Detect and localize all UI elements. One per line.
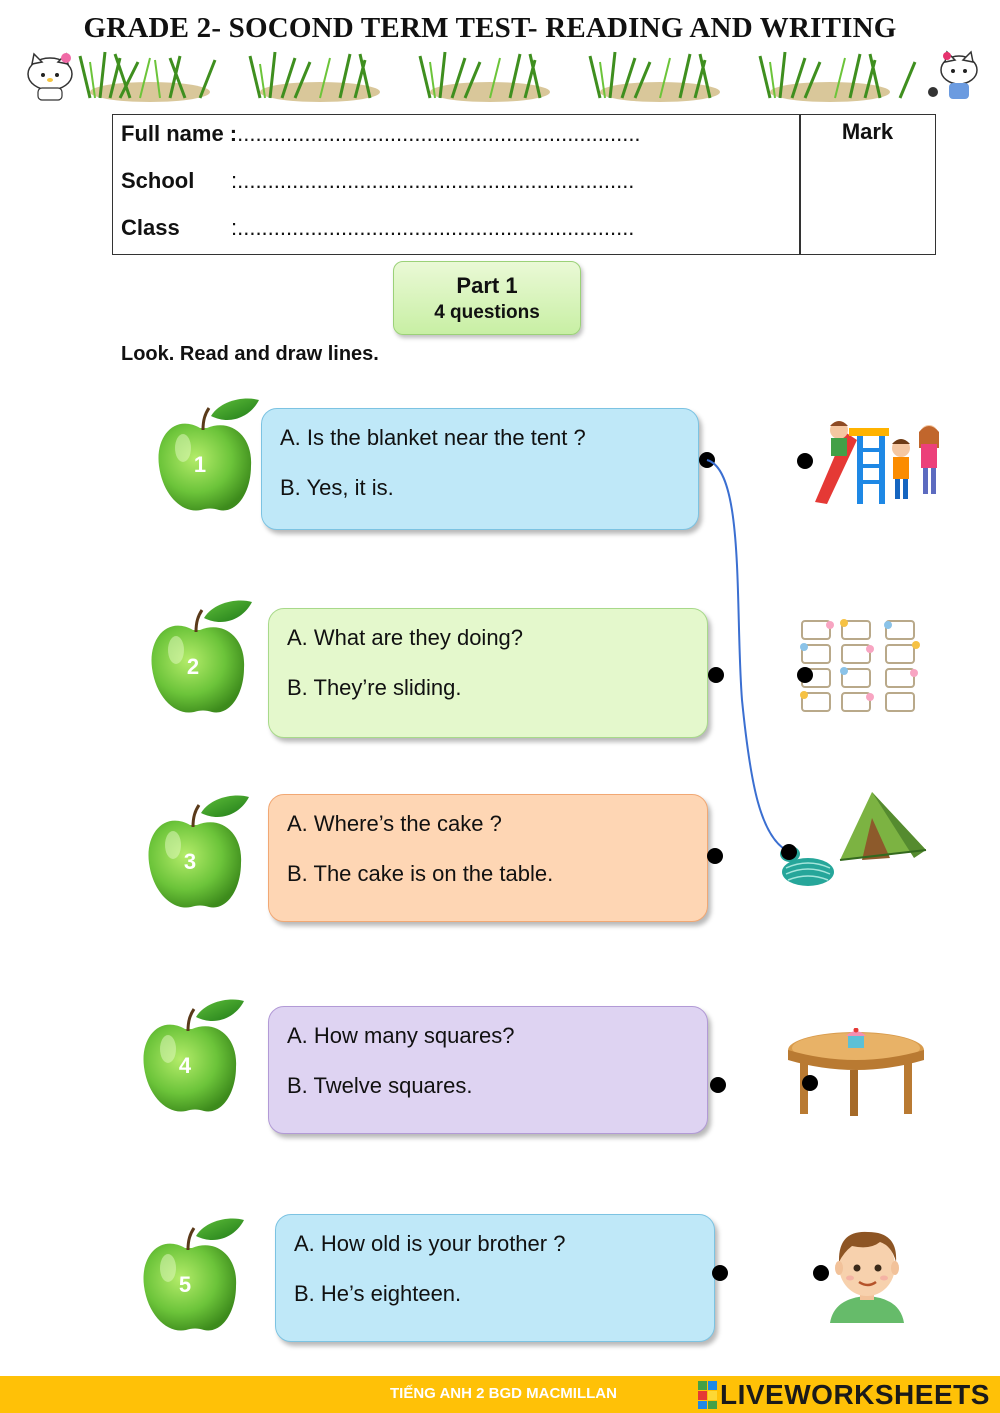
- mark-label: Mark: [841, 119, 894, 144]
- answer-b-text: B. The cake is on the table.: [287, 861, 554, 886]
- slide-kids-picture: [805, 412, 945, 510]
- school-row: [121, 168, 634, 194]
- question-box-3: [268, 794, 708, 922]
- question-number: 2: [186, 654, 200, 679]
- grass-banner-decoration: [20, 48, 990, 104]
- apple-number-1: [155, 396, 265, 516]
- part-title: Part 1: [456, 273, 518, 298]
- question-box-2: [268, 608, 708, 738]
- footer-text: TIẾNG ANH 2 BGD MACMILLAN: [390, 1385, 617, 1402]
- question-box-4: [268, 1006, 708, 1134]
- answer-b-text: B. Yes, it is.: [280, 475, 394, 500]
- apple-number-5: [140, 1216, 250, 1336]
- footer-bar: [0, 1376, 1000, 1413]
- full-name-row: [121, 121, 641, 147]
- boy-picture: [826, 1228, 908, 1323]
- table-cake-picture: [786, 1028, 926, 1120]
- question-a-text: A. What are they doing?: [287, 625, 524, 650]
- answer-b-text: B. They’re sliding.: [287, 675, 462, 700]
- instruction-text: Look. Read and draw lines.: [121, 343, 379, 365]
- full-name-label: Full name :: [121, 121, 238, 146]
- question-1-dot[interactable]: [699, 452, 715, 468]
- school-field[interactable]: :.................................................................: [231, 168, 635, 193]
- question-2-dot[interactable]: [708, 667, 724, 683]
- picture-3-dot[interactable]: [781, 844, 797, 860]
- picture-5-dot[interactable]: [813, 1265, 829, 1281]
- answer-b-text: B. Twelve squares.: [287, 1073, 473, 1098]
- question-box-1: [261, 408, 699, 530]
- part-box: [393, 261, 581, 335]
- question-number: 5: [178, 1272, 192, 1297]
- student-info-table: [112, 114, 936, 255]
- answer-b-text: B. He’s eighteen.: [294, 1281, 462, 1306]
- question-3-dot[interactable]: [707, 848, 723, 864]
- question-number: 3: [183, 849, 197, 874]
- brand-name[interactable]: LIVEWORKSHEETS: [720, 1379, 990, 1410]
- school-label: School: [121, 168, 195, 193]
- question-a-text: A. How many squares?: [287, 1023, 515, 1048]
- class-field[interactable]: :.................................................................: [231, 215, 635, 240]
- picture-2-dot[interactable]: [797, 667, 813, 683]
- apple-number-2: [148, 598, 258, 718]
- hello-kitty-right-decoration: [925, 50, 985, 102]
- question-number: 1: [193, 452, 207, 477]
- class-label: Class: [121, 215, 180, 240]
- question-number: 4: [178, 1053, 192, 1078]
- question-a-text: A. Is the blanket near the tent ?: [280, 425, 586, 450]
- apple-number-4: [140, 997, 250, 1117]
- page-title: GRADE 2- SOCOND TERM TEST- READING AND WRITING: [83, 12, 897, 44]
- part-subtitle: 4 questions: [434, 302, 540, 323]
- tent-blanket-picture: [780, 788, 930, 894]
- picture-1-dot[interactable]: [797, 453, 813, 469]
- hello-kitty-left-decoration: [22, 50, 82, 102]
- question-4-dot[interactable]: [710, 1077, 726, 1093]
- question-a-text: A. How old is your brother ?: [294, 1231, 566, 1256]
- question-5-dot[interactable]: [712, 1265, 728, 1281]
- liveworksheets-logo-icon: [698, 1381, 718, 1409]
- apple-number-3: [145, 793, 255, 913]
- full-name-field[interactable]: ..................................................................: [237, 121, 641, 146]
- picture-4-dot[interactable]: [802, 1075, 818, 1091]
- class-row: [121, 215, 634, 241]
- question-a-text: A. Where’s the cake ?: [287, 811, 502, 836]
- squares-picture: [800, 617, 925, 717]
- question-box-5: [275, 1214, 715, 1342]
